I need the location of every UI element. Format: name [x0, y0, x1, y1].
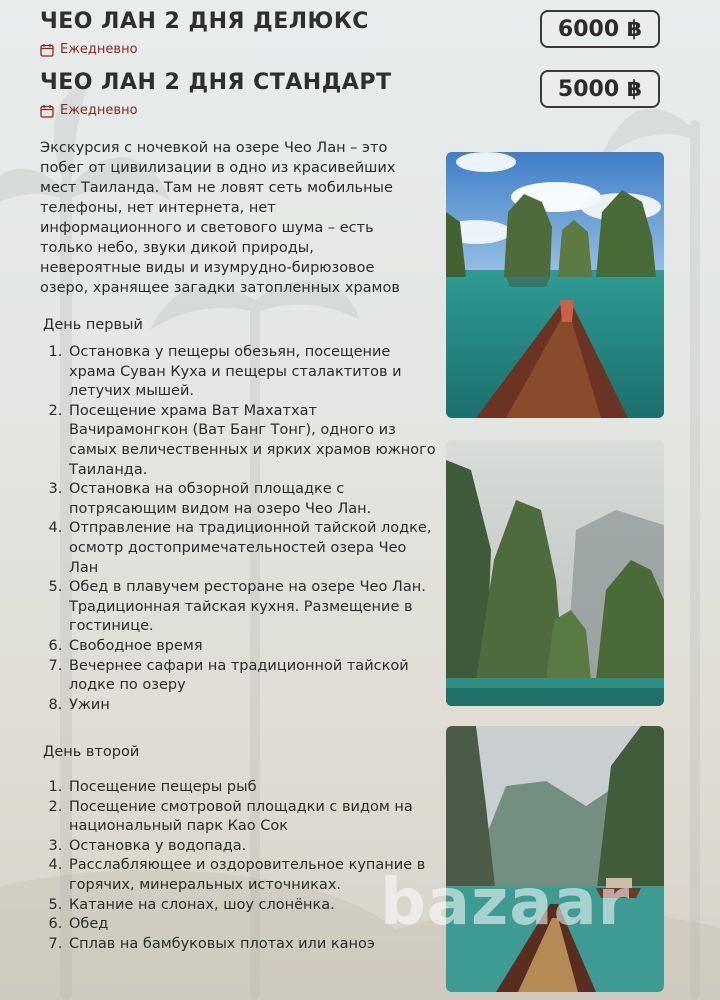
price-badge-deluxe: 6000 ฿ [540, 10, 660, 48]
day-one-title: День первый [43, 317, 143, 333]
schedule-label: Ежедневно [60, 42, 138, 57]
tour-title: ЧЕО ЛАН 2 ДНЯ ДЕЛЮКС [40, 9, 369, 34]
calendar-icon [40, 43, 54, 57]
tour-title: ЧЕО ЛАН 2 ДНЯ СТАНДАРТ [40, 70, 392, 95]
day-two-list [40, 778, 437, 954]
list-item: 8. Ужин [67, 696, 437, 716]
list-item: 1. Остановка у пещеры обезьян, посещение храма Суван Куха и пещеры сталактитов и летучих мышей. [67, 343, 437, 402]
schedule-label: Ежедневно [60, 103, 138, 118]
photo-karst-cliffs [446, 440, 664, 706]
tour-deluxe [40, 9, 369, 57]
day-two-title: День второй [43, 744, 140, 760]
list-item: 2. Посещение смотровой площадки с видом на национальный парк Као Сок [67, 798, 437, 837]
list-item: 3. Остановка у водопада. [67, 837, 437, 857]
watermark: bazaar [380, 866, 631, 940]
list-item: 1. Посещение пещеры рыб [67, 778, 437, 798]
list-item: 3. Остановка на обзорной площадке с потрясающим видом на озеро Чео Лан. [67, 480, 437, 519]
intro-text: Экскурсия с ночевкой на озере Чео Лан – это побег от цивилизации в одно из красивейших мест Таиланда. Там не ловят сеть мобильные телефоны, нет интернета, нет информационного и светового шума – есть только небо, звуки дикой природы, невероятные виды и изумрудно-бирюзовое озеро, хранящее загадки затопленных храмов [40, 140, 400, 296]
photo-boats-lake [446, 726, 664, 992]
list-item: 4. Отправление на традиционной тайской лодке, осмотр достопримечательностей озера Чео Лан [67, 519, 437, 578]
schedule [40, 42, 369, 57]
list-item: 4. Расслабляющее и оздоровительное купание в горячих, минеральных источниках. [67, 856, 437, 895]
photo-lake-boat [446, 152, 664, 418]
schedule [40, 103, 391, 118]
day-one-list [40, 343, 437, 715]
list-item: 7. Вечернее сафари на традиционной тайской лодке по озеру [67, 657, 437, 696]
list-item: 2. Посещение храма Ват Махатхат Вачирамонгкон (Ват Банг Тонг), одного из самых величественных и ярких храмов южного Таиланда. [67, 402, 437, 480]
calendar-icon [40, 104, 54, 118]
price-badge-standard: 5000 ฿ [540, 70, 660, 108]
list-item: 6. Свободное время [67, 637, 437, 657]
list-item: 5. Катание на слонах, шоу слонёнка. [67, 896, 437, 916]
list-item: 5. Обед в плавучем ресторане на озере Чео Лан. Традиционная тайская кухня. Размещение в гостинице. [67, 578, 437, 637]
tour-standard [40, 70, 391, 118]
list-item: 6. Обед [67, 915, 437, 935]
list-item: 7. Сплав на бамбуковых плотах или каноэ [67, 935, 437, 955]
